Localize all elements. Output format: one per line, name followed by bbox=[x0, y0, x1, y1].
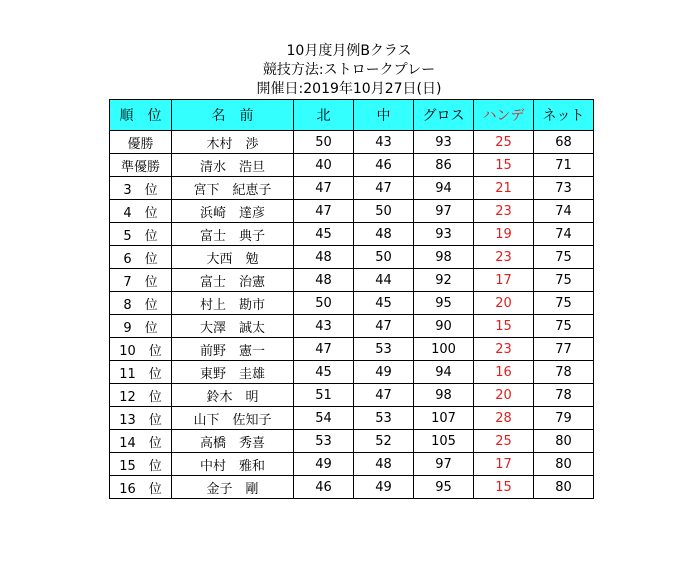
table-row bbox=[110, 154, 594, 177]
gross-score-cell: 90 bbox=[414, 315, 474, 338]
gross-score-cell: 94 bbox=[414, 177, 474, 200]
gross-score-cell: 98 bbox=[414, 384, 474, 407]
handicap-cell: 17 bbox=[474, 269, 534, 292]
handicap-cell: 23 bbox=[474, 200, 534, 223]
in-score-cell: 50 bbox=[354, 246, 414, 269]
rank-cell: 14 位 bbox=[110, 430, 172, 453]
handicap-cell: 20 bbox=[474, 292, 534, 315]
name-cell: 富士 治憲 bbox=[172, 269, 294, 292]
gross-score-cell: 105 bbox=[414, 430, 474, 453]
event-date: 開催日:2019年10月27日(日) bbox=[256, 81, 442, 97]
out-score-cell: 47 bbox=[294, 338, 354, 361]
column-header-name: 名 前 bbox=[172, 100, 294, 131]
table-row bbox=[110, 246, 594, 269]
table-row bbox=[110, 200, 594, 223]
rank-cell: 6 位 bbox=[110, 246, 172, 269]
rank-cell: 4 位 bbox=[110, 200, 172, 223]
out-score-cell: 54 bbox=[294, 407, 354, 430]
table-row bbox=[110, 177, 594, 200]
gross-score-cell: 92 bbox=[414, 269, 474, 292]
rank-cell: 3 位 bbox=[110, 177, 172, 200]
header-row bbox=[110, 100, 594, 131]
in-score-cell: 50 bbox=[354, 200, 414, 223]
handicap-cell: 25 bbox=[474, 430, 534, 453]
column-header-handicap: ハンデ bbox=[474, 100, 534, 131]
rank-cell: 5 位 bbox=[110, 223, 172, 246]
net-score-cell: 73 bbox=[534, 177, 594, 200]
table-row bbox=[110, 430, 594, 453]
out-score-cell: 51 bbox=[294, 384, 354, 407]
title-block bbox=[109, 42, 589, 99]
net-score-cell: 75 bbox=[534, 315, 594, 338]
net-score-cell: 74 bbox=[534, 200, 594, 223]
table-row bbox=[110, 361, 594, 384]
gross-score-cell: 86 bbox=[414, 154, 474, 177]
table-row bbox=[110, 453, 594, 476]
out-score-cell: 40 bbox=[294, 154, 354, 177]
handicap-cell: 23 bbox=[474, 246, 534, 269]
net-score-cell: 80 bbox=[534, 453, 594, 476]
name-cell: 山下 佐知子 bbox=[172, 407, 294, 430]
handicap-cell: 28 bbox=[474, 407, 534, 430]
rank-cell: 準優勝 bbox=[110, 154, 172, 177]
handicap-cell: 23 bbox=[474, 338, 534, 361]
in-score-cell: 47 bbox=[354, 315, 414, 338]
handicap-cell: 25 bbox=[474, 131, 534, 154]
handicap-cell: 15 bbox=[474, 154, 534, 177]
net-score-cell: 80 bbox=[534, 430, 594, 453]
competition-format: 競技方法:ストロークプレー bbox=[262, 62, 436, 78]
out-score-cell: 50 bbox=[294, 292, 354, 315]
table-row bbox=[110, 338, 594, 361]
handicap-cell: 17 bbox=[474, 453, 534, 476]
name-cell: 村上 勘市 bbox=[172, 292, 294, 315]
out-score-cell: 53 bbox=[294, 430, 354, 453]
table-row bbox=[110, 315, 594, 338]
name-cell: 宮下 紀恵子 bbox=[172, 177, 294, 200]
table-row bbox=[110, 407, 594, 430]
rank-cell: 13 位 bbox=[110, 407, 172, 430]
table-row bbox=[110, 292, 594, 315]
table-row bbox=[110, 269, 594, 292]
gross-score-cell: 98 bbox=[414, 246, 474, 269]
net-score-cell: 78 bbox=[534, 384, 594, 407]
table-row bbox=[110, 476, 594, 499]
name-cell: 大西 勉 bbox=[172, 246, 294, 269]
net-score-cell: 74 bbox=[534, 223, 594, 246]
net-score-cell: 80 bbox=[534, 476, 594, 499]
name-cell: 中村 雅和 bbox=[172, 453, 294, 476]
out-score-cell: 48 bbox=[294, 269, 354, 292]
rank-cell: 9 位 bbox=[110, 315, 172, 338]
net-score-cell: 75 bbox=[534, 292, 594, 315]
out-score-cell: 43 bbox=[294, 315, 354, 338]
handicap-cell: 20 bbox=[474, 384, 534, 407]
gross-score-cell: 97 bbox=[414, 200, 474, 223]
rank-cell: 15 位 bbox=[110, 453, 172, 476]
net-score-cell: 79 bbox=[534, 407, 594, 430]
name-cell: 東野 圭雄 bbox=[172, 361, 294, 384]
in-score-cell: 49 bbox=[354, 476, 414, 499]
in-score-cell: 47 bbox=[354, 177, 414, 200]
in-score-cell: 49 bbox=[354, 361, 414, 384]
column-header-out: 北 bbox=[294, 100, 354, 131]
in-score-cell: 53 bbox=[354, 338, 414, 361]
rank-cell: 12 位 bbox=[110, 384, 172, 407]
name-cell: 高橋 秀喜 bbox=[172, 430, 294, 453]
out-score-cell: 45 bbox=[294, 361, 354, 384]
gross-score-cell: 95 bbox=[414, 476, 474, 499]
table-row bbox=[110, 223, 594, 246]
name-cell: 清水 浩旦 bbox=[172, 154, 294, 177]
gross-score-cell: 100 bbox=[414, 338, 474, 361]
name-cell: 大澤 誠太 bbox=[172, 315, 294, 338]
rank-cell: 優勝 bbox=[110, 131, 172, 154]
column-header-rank: 順 位 bbox=[110, 100, 172, 131]
gross-score-cell: 93 bbox=[414, 223, 474, 246]
gross-score-cell: 93 bbox=[414, 131, 474, 154]
handicap-cell: 21 bbox=[474, 177, 534, 200]
out-score-cell: 50 bbox=[294, 131, 354, 154]
rank-cell: 7 位 bbox=[110, 269, 172, 292]
name-cell: 富士 典子 bbox=[172, 223, 294, 246]
results-table bbox=[109, 99, 594, 499]
out-score-cell: 47 bbox=[294, 177, 354, 200]
handicap-cell: 16 bbox=[474, 361, 534, 384]
rank-cell: 8 位 bbox=[110, 292, 172, 315]
handicap-cell: 19 bbox=[474, 223, 534, 246]
in-score-cell: 53 bbox=[354, 407, 414, 430]
table-row bbox=[110, 131, 594, 154]
in-score-cell: 48 bbox=[354, 453, 414, 476]
out-score-cell: 46 bbox=[294, 476, 354, 499]
gross-score-cell: 95 bbox=[414, 292, 474, 315]
net-score-cell: 68 bbox=[534, 131, 594, 154]
rank-cell: 10 位 bbox=[110, 338, 172, 361]
column-header-gross: グロス bbox=[414, 100, 474, 131]
out-score-cell: 47 bbox=[294, 200, 354, 223]
page-title: 10月度月例Bクラス bbox=[286, 43, 412, 59]
net-score-cell: 75 bbox=[534, 246, 594, 269]
handicap-cell: 15 bbox=[474, 315, 534, 338]
in-score-cell: 44 bbox=[354, 269, 414, 292]
in-score-cell: 46 bbox=[354, 154, 414, 177]
table-row bbox=[110, 384, 594, 407]
net-score-cell: 77 bbox=[534, 338, 594, 361]
in-score-cell: 45 bbox=[354, 292, 414, 315]
rank-cell: 16 位 bbox=[110, 476, 172, 499]
net-score-cell: 78 bbox=[534, 361, 594, 384]
in-score-cell: 47 bbox=[354, 384, 414, 407]
in-score-cell: 43 bbox=[354, 131, 414, 154]
name-cell: 浜崎 達彦 bbox=[172, 200, 294, 223]
column-header-in: 中 bbox=[354, 100, 414, 131]
table-header bbox=[110, 100, 594, 131]
out-score-cell: 45 bbox=[294, 223, 354, 246]
in-score-cell: 52 bbox=[354, 430, 414, 453]
net-score-cell: 75 bbox=[534, 269, 594, 292]
net-score-cell: 71 bbox=[534, 154, 594, 177]
name-cell: 鈴木 明 bbox=[172, 384, 294, 407]
gross-score-cell: 107 bbox=[414, 407, 474, 430]
name-cell: 木村 渉 bbox=[172, 131, 294, 154]
column-header-net: ネット bbox=[534, 100, 594, 131]
out-score-cell: 49 bbox=[294, 453, 354, 476]
handicap-cell: 15 bbox=[474, 476, 534, 499]
in-score-cell: 48 bbox=[354, 223, 414, 246]
rank-cell: 11 位 bbox=[110, 361, 172, 384]
name-cell: 金子 剛 bbox=[172, 476, 294, 499]
table-body bbox=[110, 131, 594, 499]
gross-score-cell: 97 bbox=[414, 453, 474, 476]
name-cell: 前野 憲一 bbox=[172, 338, 294, 361]
out-score-cell: 48 bbox=[294, 246, 354, 269]
gross-score-cell: 94 bbox=[414, 361, 474, 384]
